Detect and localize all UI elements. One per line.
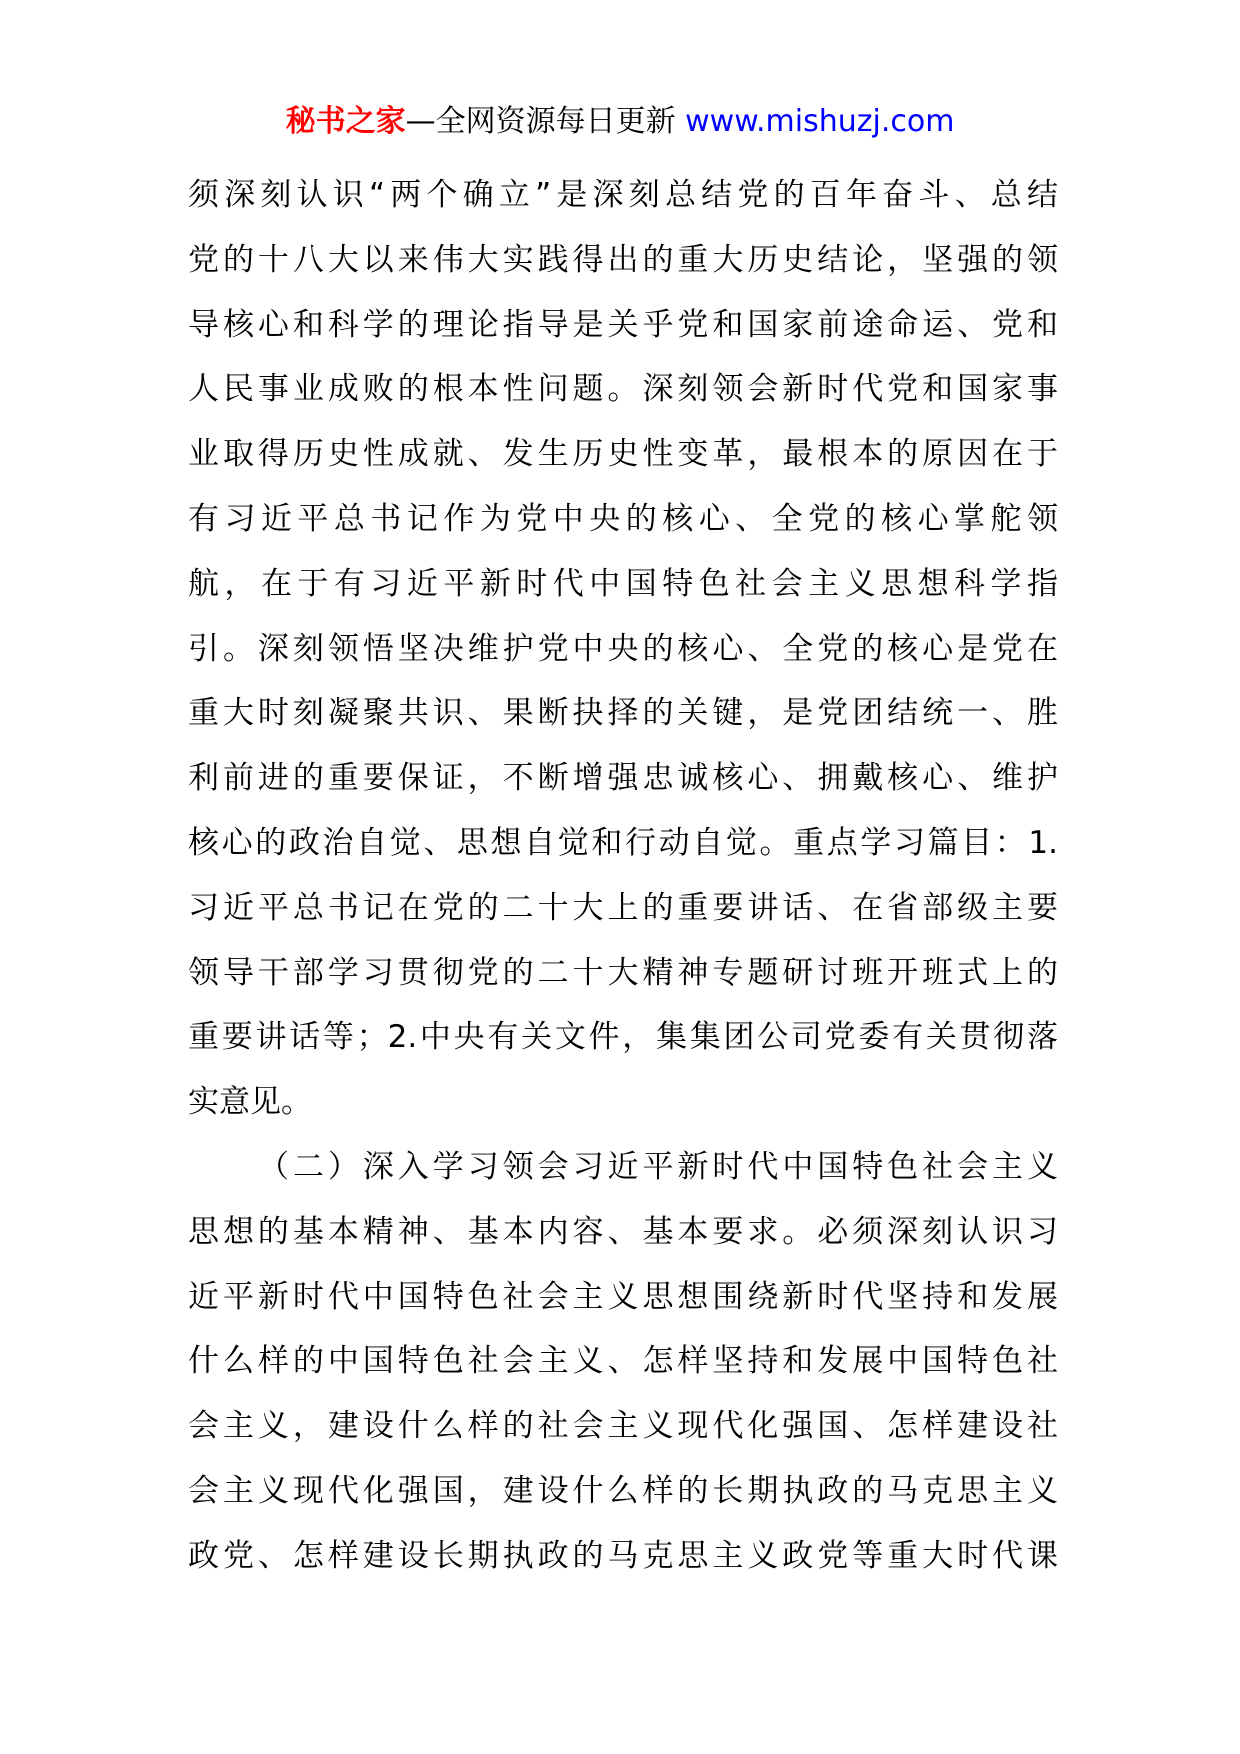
text-line: 实意见。: [188, 1084, 312, 1121]
text-line: 领导干部学习贯彻党的二十大精神专题研讨班开班式上的: [188, 954, 1058, 991]
text-line: 核心的政治自觉、思想自觉和行动自觉。重点学习篇目：1.: [188, 824, 1058, 861]
text-line: 人民事业成败的根本性问题。深刻领会新时代党和国家事: [188, 371, 1058, 408]
text-line: 引。深刻领悟坚决维护党中央的核心、全党的核心是党在: [188, 630, 1058, 667]
text-line: 业取得历史性成就、发生历史性变革，最根本的原因在于: [188, 436, 1058, 473]
paragraph: [188, 1135, 1058, 1589]
brand-name: 秘书之家: [285, 104, 406, 139]
header-tagline: —全网资源每日更新: [405, 104, 676, 139]
text-line: 重要讲话等；2.中央有关文件，集集团公司党委有关贯彻落: [188, 1019, 1058, 1056]
text-line: 会主义现代化强国，建设什么样的长期执政的马克思主义: [188, 1472, 1058, 1509]
text-line: 航，在于有习近平新时代中国特色社会主义思想科学指: [188, 565, 1058, 602]
text-line: 有习近平总书记作为党中央的核心、全党的核心掌舵领: [188, 500, 1058, 537]
text-line: 近平新时代中国特色社会主义思想围绕新时代坚持和发展: [188, 1278, 1058, 1315]
text-line: 利前进的重要保证，不断增强忠诚核心、拥戴核心、维护: [188, 760, 1058, 797]
text-line: 思想的基本精神、基本内容、基本要求。必须深刻认识习: [188, 1213, 1058, 1250]
text-line: 导核心和科学的理论指导是关乎党和国家前途命运、党和: [188, 306, 1058, 343]
text-line: 党的十八大以来伟大实践得出的重大历史结论，坚强的领: [188, 241, 1058, 278]
document-body: [188, 163, 1058, 1589]
text-line: 什么样的中国特色社会主义、怎样坚持和发展中国特色社: [188, 1343, 1058, 1380]
text-line: 须深刻认识“两个确立”是深刻总结党的百年奋斗、总结: [188, 177, 1058, 213]
text-line: 政党、怎样建设长期执政的马克思主义政党等重大时代课: [188, 1537, 1058, 1574]
paragraph: [188, 163, 1058, 1135]
text-line: 会主义，建设什么样的社会主义现代化强国、怎样建设社: [188, 1408, 1058, 1445]
page-header: [0, 100, 1240, 144]
text-line: 重大时刻凝聚共识、果断抉择的关键，是党团结统一、胜: [188, 695, 1058, 732]
section-heading-line: （二）深入学习领会习近平新时代中国特色社会主义: [258, 1148, 1058, 1185]
text-line: 习近平总书记在党的二十大上的重要讲话、在省部级主要: [188, 889, 1058, 926]
website-link[interactable]: www.mishuzj.com: [685, 104, 955, 139]
